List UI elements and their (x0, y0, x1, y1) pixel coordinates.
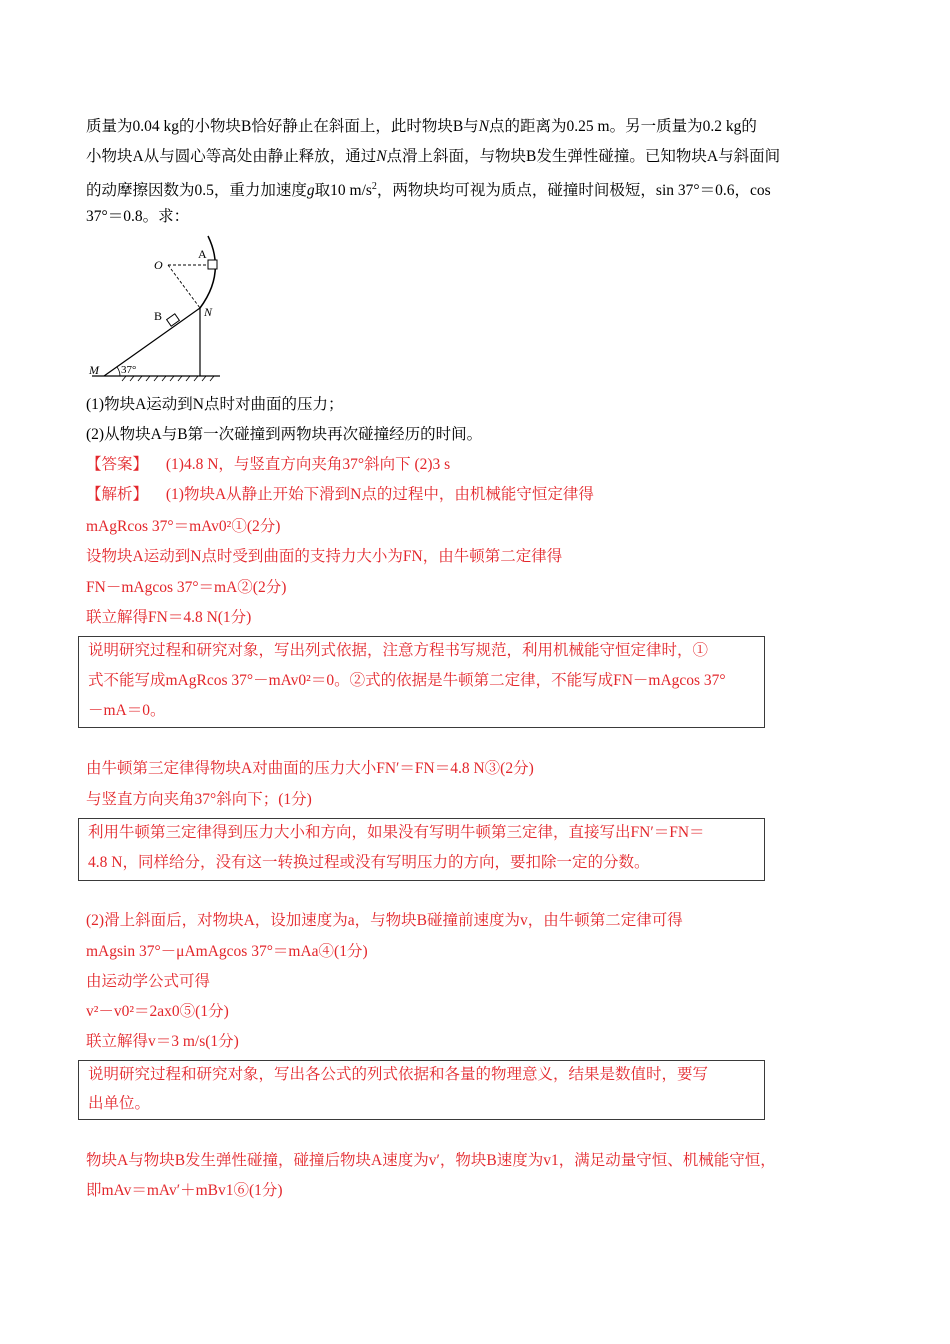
answer-text: (1)4.8 N，与竖直方向夹角37°斜向下 (2)3 s (165, 456, 451, 473)
label-o: O (154, 258, 163, 272)
note-box-2-line-2: 4.8 N，同样给分，没有这一转换过程或没有写明压力的方向，要扣除一定的分数。 (88, 854, 650, 871)
analysis-eq-5: 即mAv＝mAv′＋mBv1⑥(1分) (86, 1182, 283, 1199)
ground-hatch (122, 376, 214, 381)
note-box-2 (78, 818, 765, 881)
analysis-line-2: 设物块A运动到N点时受到曲面的支持力大小为FN，由牛顿第二定律得 (86, 548, 563, 565)
label-m: M (89, 363, 99, 377)
analysis-tag: 【解析】 (86, 486, 149, 503)
label-b: B (154, 309, 163, 323)
analysis-line-6: (2)滑上斜面后，对物块A，设加速度为a，与物块B碰撞前速度为v，由牛顿第二定律可得 (86, 912, 683, 929)
analysis-line-1: 【解析】 (1)物块A从静止开始下滑到N点的过程中，由机械能守恒定律得 (86, 486, 594, 503)
answer-line (86, 455, 450, 475)
note-box-1 (78, 636, 765, 728)
label-angle: 37° (121, 364, 137, 376)
problem-line-2: 小物块A从与圆心等高处由静止释放，通过N点滑上斜面，与物块B发生弹性碰撞。已知物块A与斜面间 (86, 148, 781, 165)
problem-line-1: 质量为0.04 kg的小物块B恰好静止在斜面上，此时物块B与N点的距离为0.25 m。另一质量为0.2 kg的 (86, 118, 757, 135)
analysis-line-7: 由运动学公式可得 (86, 973, 211, 990)
note-box-3 (78, 1060, 765, 1120)
problem-line-3: 的动摩擦因数为0.5，重力加速度g取10 $m/s^2$，两物块均可视为质点，碰撞时间极短，sin 37°＝0.6，cos (86, 181, 771, 199)
label-a: A (198, 247, 207, 261)
analysis-line-9: 物块A与物块B发生弹性碰撞，碰撞后物块A速度为v′，物块B速度为v1，满足动量守恒、机械能守恒， (86, 1152, 776, 1169)
angle-arc (117, 367, 120, 376)
analysis-eq-3: mAgsin 37°－μAmAgcos 37°＝mAa④(1分) (86, 943, 368, 960)
label-n: N (204, 305, 213, 319)
analysis-line-3: 联立解得FN＝4.8 N(1分) (86, 609, 252, 626)
note-box-1-line-3: －mA＝0。 (88, 702, 166, 719)
incline-diagram (86, 228, 236, 383)
note-box-1-line-1: 说明研究过程和研究对象，写出列式依据，注意方程书写规范，利用机械能守恒定律时，① (88, 642, 709, 659)
incline-line (104, 308, 200, 376)
analysis-line-4: 由牛顿第三定律得物块A对曲面的压力大小FN′＝FN＝4.8 N③(2分) (86, 760, 534, 777)
dashed-radius-to-n (168, 265, 200, 308)
analysis-line-8: 联立解得v＝3 m/s(1分) (86, 1033, 239, 1050)
note-box-3-line-1: 说明研究过程和研究对象，写出各公式的列式依据和各量的物理意义，结果是数值时，要写 (88, 1066, 709, 1083)
answer-tag: 【答案】 (86, 456, 149, 473)
question-2: (2)从物块A与B第一次碰撞到两物块再次碰撞经历的时间。 (86, 426, 483, 443)
analysis-eq-2: FN－mAgcos 37°＝mA②(2分) (86, 579, 287, 596)
block-a (208, 260, 217, 269)
question-1: (1)物块A运动到N点时对曲面的压力； (86, 396, 344, 413)
note-box-1-line-2: 式不能写成mAgRcos 37°－mAv0²＝0。②式的依据是牛顿第二定律，不能写成FN－mAgcos 37° (88, 672, 726, 689)
note-box-2-line-1: 利用牛顿第三定律得到压力大小和方向，如果没有写明牛顿第三定律，直接写出FN′＝FN＝ (88, 824, 705, 841)
analysis-eq-4: v²－v0²＝2ax0⑤(1分) (86, 1003, 229, 1020)
analysis-eq-1: mAgRcos 37°＝mAv0²①(2分) (86, 518, 281, 535)
problem-line-4: 37°＝0.8。求： (86, 208, 190, 225)
note-box-3-line-2: 出单位。 (88, 1095, 151, 1112)
analysis-line-5: 与竖直方向夹角37°斜向下；(1分) (86, 791, 312, 808)
